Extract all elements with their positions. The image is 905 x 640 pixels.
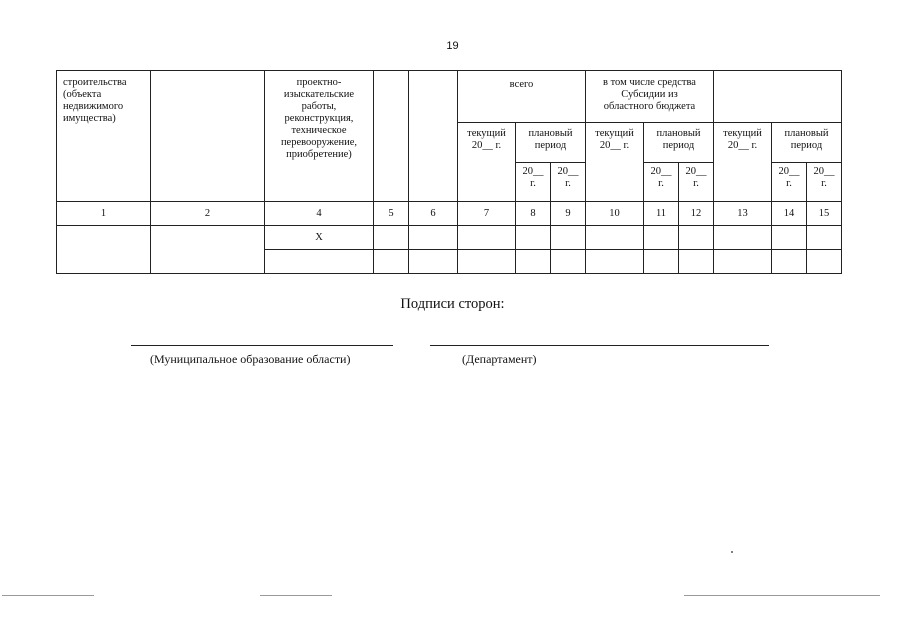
column-number: 11	[644, 202, 679, 226]
planned-period-label: плановый период	[528, 128, 573, 151]
header-current-year-2	[586, 123, 644, 202]
year-label: 20__ г.	[778, 166, 800, 189]
body-cell	[409, 226, 458, 250]
body-cell	[551, 250, 586, 274]
header-cell-object	[57, 71, 151, 202]
right-signature-line	[430, 345, 769, 346]
header-planned-3	[772, 123, 842, 163]
right-signature-caption: (Департамент)	[462, 352, 537, 366]
header-cell-2	[151, 71, 265, 202]
column-number: 13	[714, 202, 772, 226]
header-current-year-1	[458, 123, 516, 202]
body-cell	[644, 226, 679, 250]
body-cell	[807, 250, 842, 274]
body-cell	[551, 226, 586, 250]
body-cell	[265, 250, 374, 274]
header-year-14	[772, 163, 807, 202]
column-number-row	[57, 202, 842, 226]
column-number: 8	[516, 202, 551, 226]
body-cell	[807, 226, 842, 250]
column-number: 5	[374, 202, 409, 226]
year-label: 20__ г.	[813, 166, 835, 189]
signatures-title: Подписи сторон:	[400, 296, 505, 312]
header-year-8	[516, 163, 551, 202]
header-planned-1	[516, 123, 586, 163]
page-number: 19	[446, 40, 459, 52]
column-number: 7	[458, 202, 516, 226]
planned-period-label: плановый период	[784, 128, 829, 151]
scan-speck	[731, 551, 733, 553]
left-signature-caption: (Муниципальное образование области)	[150, 352, 351, 366]
column-number: 2	[151, 202, 265, 226]
header-object-text: строительства (объекта недвижимого имущества)	[63, 77, 127, 124]
header-subsidy-text: в том числе средства Субсидии из областного бюджета	[603, 77, 696, 112]
column-number: 4	[265, 202, 374, 226]
header-works-text: проектно- изыскательские работы, реконструкция, техническое перевооружение, приобретение)	[280, 77, 358, 160]
header-cell-works	[265, 71, 374, 202]
column-number: 14	[772, 202, 807, 226]
header-empty-group	[714, 71, 842, 123]
body-cell	[714, 250, 772, 274]
column-number: 9	[551, 202, 586, 226]
body-cell	[516, 250, 551, 274]
table-row	[57, 226, 842, 250]
scan-artifact-line	[260, 595, 332, 596]
body-cell	[374, 226, 409, 250]
body-cell	[409, 250, 458, 274]
current-year-label: текущий 20__ г.	[467, 128, 506, 151]
column-number: 12	[679, 202, 714, 226]
body-cell	[586, 250, 644, 274]
body-cell	[772, 250, 807, 274]
column-number: 1	[57, 202, 151, 226]
header-year-9	[551, 163, 586, 202]
body-cell-mark: X	[265, 226, 374, 250]
scan-artifact-line	[684, 595, 880, 596]
header-total: всего	[458, 71, 586, 123]
body-cell	[458, 226, 516, 250]
body-cell	[644, 250, 679, 274]
body-cell	[679, 226, 714, 250]
header-cell-6	[409, 71, 458, 202]
body-cell	[586, 226, 644, 250]
planned-period-label: плановый период	[656, 128, 701, 151]
header-planned-2	[644, 123, 714, 163]
year-label: 20__ г.	[685, 166, 707, 189]
body-cell	[151, 226, 265, 274]
left-signature-line	[131, 345, 393, 346]
body-cell	[714, 226, 772, 250]
column-number: 6	[409, 202, 458, 226]
current-year-label: текущий 20__ г.	[723, 128, 762, 151]
body-cell	[772, 226, 807, 250]
header-year-11	[644, 163, 679, 202]
year-label: 20__ г.	[522, 166, 544, 189]
budget-table	[56, 70, 842, 274]
scan-artifact-line	[2, 595, 94, 596]
column-number: 10	[586, 202, 644, 226]
header-year-12	[679, 163, 714, 202]
year-label: 20__ г.	[650, 166, 672, 189]
body-cell	[458, 250, 516, 274]
body-cell	[516, 226, 551, 250]
body-cell	[57, 226, 151, 274]
body-cell	[679, 250, 714, 274]
year-label: 20__ г.	[557, 166, 579, 189]
column-number: 15	[807, 202, 842, 226]
header-current-year-3	[714, 123, 772, 202]
header-cell-5	[374, 71, 409, 202]
header-subsidy	[586, 71, 714, 123]
current-year-label: текущий 20__ г.	[595, 128, 634, 151]
body-cell	[374, 250, 409, 274]
header-year-15	[807, 163, 842, 202]
